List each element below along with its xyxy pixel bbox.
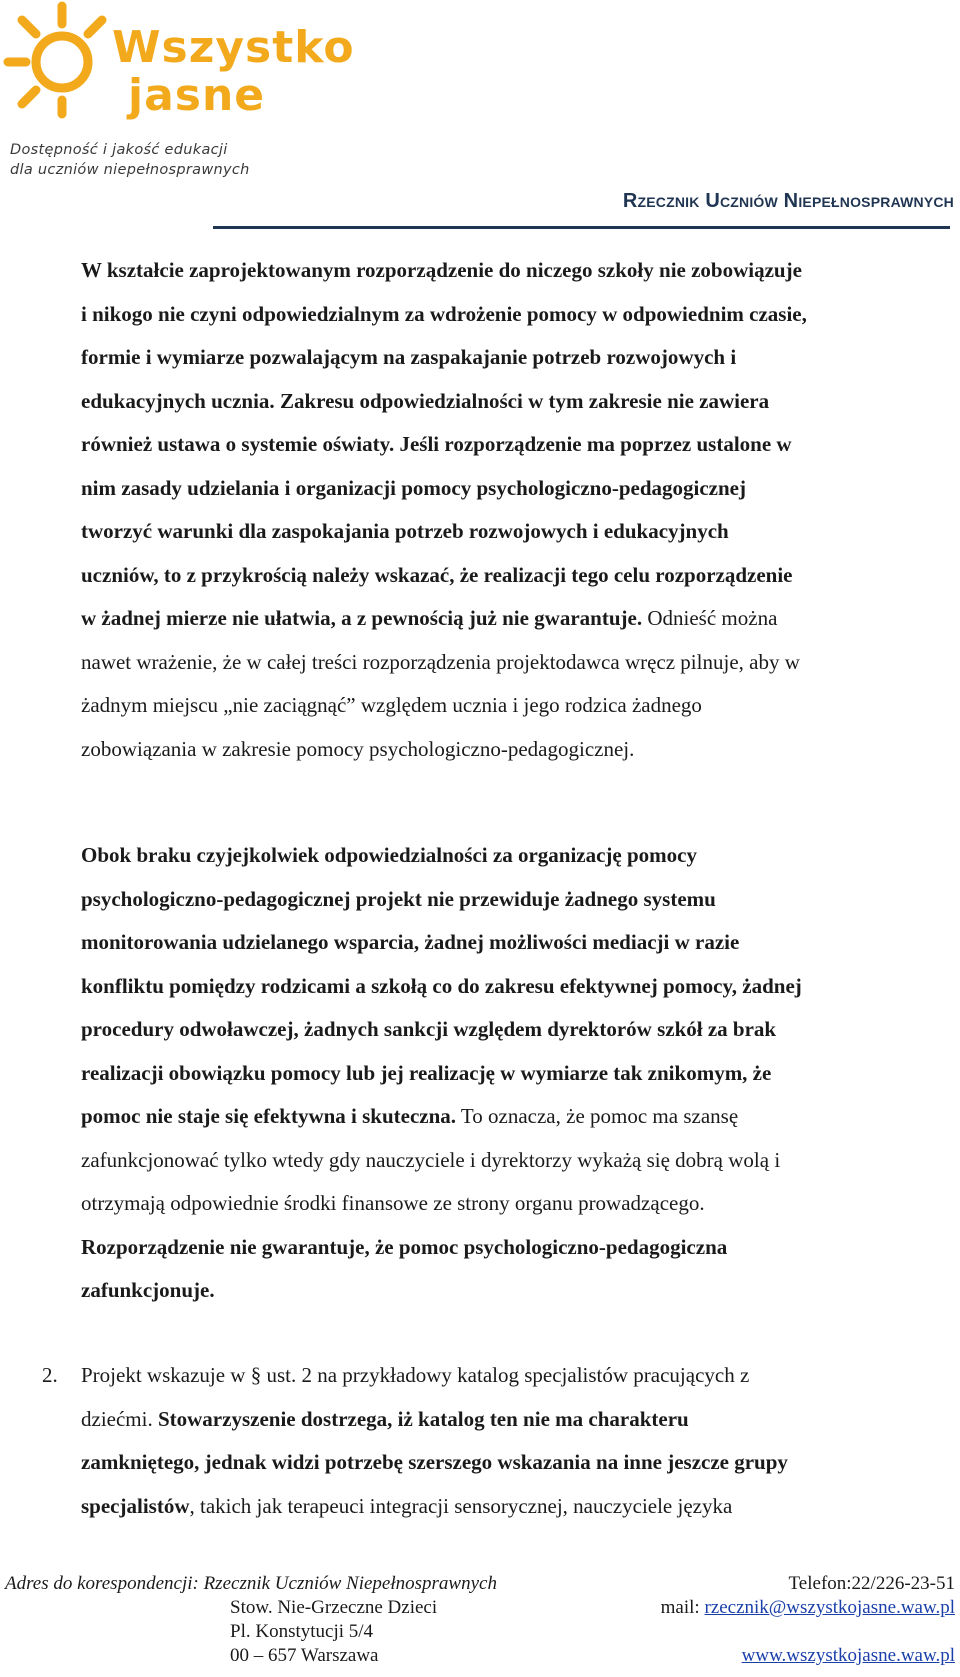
text-line: nim zasady udzielania i organizacji pomocy psychologiczno-pedagogicznej [81, 475, 746, 500]
list-number: 2. [42, 1363, 58, 1387]
text-line: żadnym miejscu „nie zaciągnąć” względem ucznia i jego rodzica żadnego [81, 693, 702, 717]
text-line: procedury odwoławczej, żadnych sankcji względem dyrektorów szkół za brak [81, 1017, 777, 1041]
text-line: specjalistów, takich jak terapeuci integracji sensorycznej, nauczyciele języka [81, 1493, 733, 1518]
footer-org: Stow. Nie-Grzeczne Dzieci [230, 1597, 438, 1618]
text-line: Obok braku czyjejkolwiek odpowiedzialności za organizację pomocy [81, 843, 697, 867]
text-line: uczniów, to z przykrością należy wskazać, że realizacji tego celu rozporządzenie [81, 562, 793, 587]
list-item [81, 1354, 951, 1528]
footer-mail-row [661, 1596, 955, 1620]
text-line: konfliktu pomiędzy rodzicami a szkołą co do zakresu efektywnej pomocy, żadnej [81, 973, 802, 998]
logo-wordmark-2: jasne [128, 70, 266, 121]
text-line: edukacyjnych ucznia. Zakresu odpowiedzialności w tym zakresie nie zawiera [81, 388, 770, 413]
footer-street: Pl. Konstytucji 5/4 [230, 1621, 374, 1642]
text-line: zamkniętego, jednak widzi potrzebę szerszego wskazania na inne jeszcze grupy [81, 1450, 788, 1474]
footer-address-label: Adres do korespondencji: Rzecznik Uczniów Niepełnosprawnych [5, 1573, 497, 1594]
text-line: pomoc nie staje się efektywna i skuteczna. To oznacza, że pomoc ma szansę [81, 1104, 739, 1128]
header-title: Rzecznik Uczniów Niepełnosprawnych [622, 190, 954, 212]
text-line: i nikogo nie czyni odpowiedzialnym za wdrożenie pomocy w odpowiednim czasie, [81, 301, 807, 326]
footer-mail-label: mail: [660, 1597, 705, 1618]
footer-phone: Telefon:22/226-23-51 [788, 1573, 955, 1594]
text-line: nawet wrażenie, że w całej treści rozporządzenia projektodawca wręcz pilnuje, aby w [81, 649, 800, 674]
text-line: zafunkcjonuje. [81, 1278, 215, 1302]
text-line: dziećmi. Stowarzyszenie dostrzega, iż katalog ten nie ma charakteru [81, 1406, 689, 1431]
text-line: W kształcie zaprojektowanym rozporządzenie do niczego szkoły nie zobowiązuje [81, 258, 802, 282]
logo-wordmark: Wszystko [112, 22, 355, 73]
footer-city: 00 – 657 Warszawa [230, 1645, 379, 1666]
text-line: tworzyć warunki dla zaspokajania potrzeb rozwojowych i edukacyjnych [81, 519, 729, 543]
paragraph-2 [81, 834, 951, 1313]
footer-address [230, 1596, 437, 1668]
text-line: w żadnej mierze nie ułatwia, a z pewnością już nie gwarantuje. Odnieść można [81, 606, 778, 630]
text-line: zafunkcjonować tylko wtedy gdy nauczyciele i dyrektorzy wykażą się dobrą wolą i [81, 1147, 781, 1172]
paragraph-1 [81, 249, 951, 771]
email-link[interactable]: rzecznik@wszystkojasne.waw.pl [704, 1597, 955, 1618]
logo [0, 0, 355, 190]
text-line: Projekt wskazuje w § ust. 2 na przykładowy katalog specjalistów pracujących z [81, 1363, 750, 1387]
header-rule [213, 226, 950, 229]
text-line: zobowiązania w zakresie pomocy psychologiczno-pedagogicznej. [81, 736, 635, 761]
text-line: psychologiczno-pedagogicznej projekt nie przewiduje żadnego systemu [81, 886, 716, 911]
text-line: Rozporządzenie nie gwarantuje, że pomoc psychologiczno-pedagogiczna [81, 1234, 728, 1259]
sun-icon [0, 0, 130, 120]
text-line: otrzymają odpowiednie środki finansowe ze strony organu prowadzącego. [81, 1191, 705, 1215]
logo-tagline: Dostępność i jakość edukacji [10, 142, 228, 158]
text-line: formie i wymiarze pozwalającym na zaspakajanie potrzeb rozwojowych i [81, 345, 737, 369]
website-link[interactable]: www.wszystkojasne.waw.pl [741, 1645, 955, 1666]
text-line: również ustawa o systemie oświaty. Jeśli rozporządzenie ma poprzez ustalone w [81, 432, 792, 456]
text-line: realizacji obowiązku pomocy lub jej realizację w wymiarze tak znikomym, że [81, 1060, 772, 1085]
logo-tagline-2: dla uczniów niepełnosprawnych [10, 162, 250, 178]
footer-contact [661, 1572, 955, 1668]
text-line: monitorowania udzielanego wsparcia, żadnej możliwości mediacji w razie [81, 930, 740, 954]
